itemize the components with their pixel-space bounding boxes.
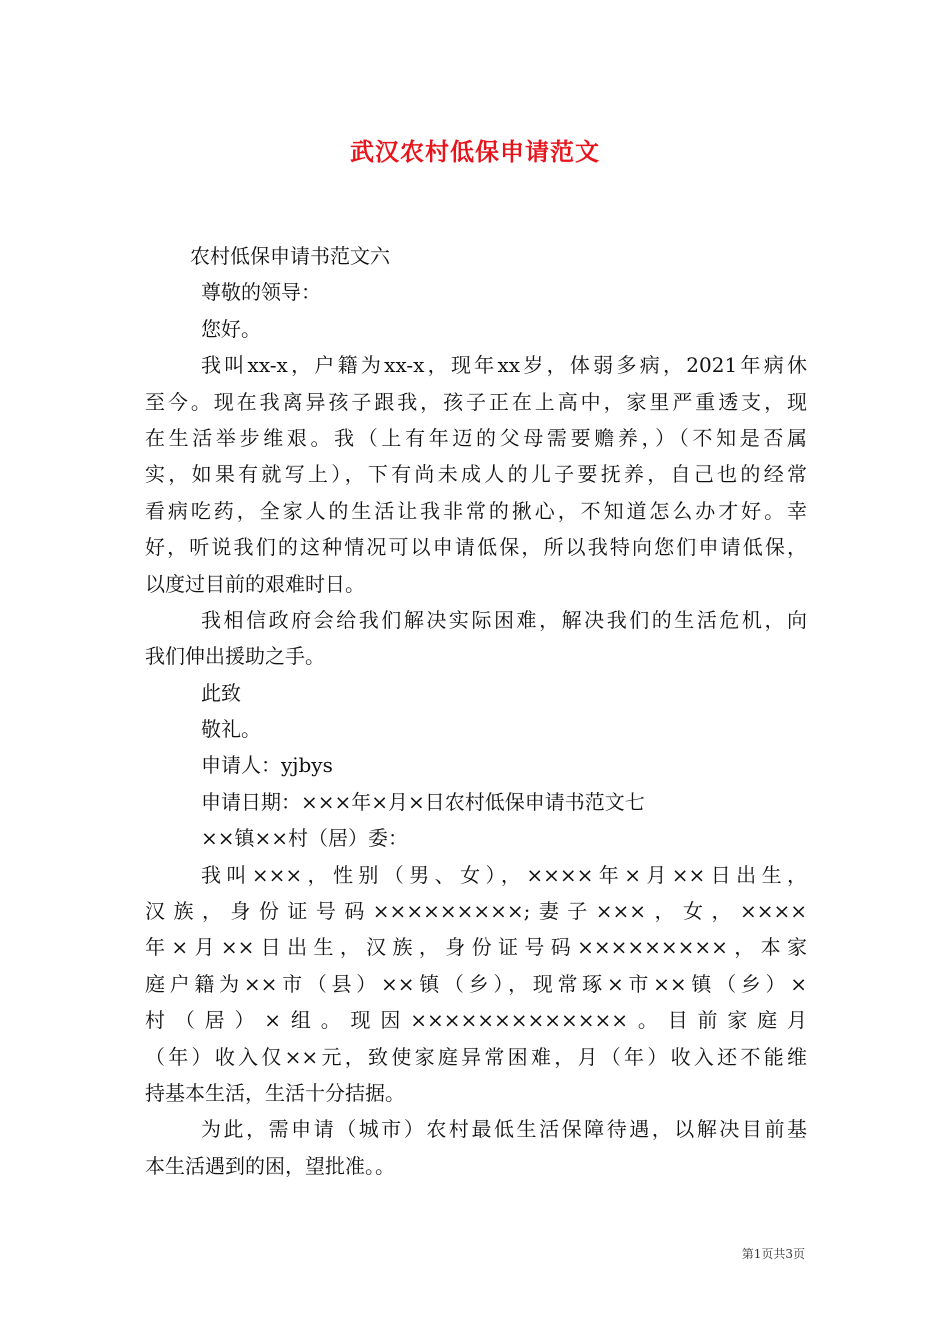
body-line: 实，如果有就写上），下有尚未成人的儿子要抚养，自己也的经常 bbox=[145, 462, 807, 487]
body-line: 申请日期：×××年×月×日农村低保申请书范文七 bbox=[201, 789, 645, 814]
body-line: ××镇××村（居）委： bbox=[201, 826, 409, 851]
body-line: （年）收入仅××元，致使家庭异常困难，月（年）收入还不能维 bbox=[145, 1044, 807, 1069]
document-title: 武汉农村低保申请范文 bbox=[350, 137, 600, 166]
page-number: 第1页共3页 bbox=[741, 1247, 805, 1261]
body-line: 年×月××日出生，汉族，身份证号码×××××××××，本家 bbox=[145, 935, 807, 960]
body-line: 至今。现在我离异孩子跟我，孩子正在上高中，家里严重透支，现 bbox=[145, 389, 807, 414]
body-line: 在生活举步维艰。我（上有年迈的父母需要赡养，）（不知是否属 bbox=[145, 425, 807, 450]
body-line: 申请人：yjbys bbox=[201, 753, 333, 778]
body-line: 村（居）×组。现因×××××××××××××。目前家庭月 bbox=[145, 1008, 807, 1033]
body-line: 好，听说我们的这种情况可以申请低保，所以我特向您们申请低保， bbox=[145, 535, 807, 560]
body-line: 本生活遇到的困，望批准。。 bbox=[145, 1153, 395, 1178]
body-line: 我叫×××，性别（男、女），××××年×月××日出生， bbox=[201, 862, 807, 887]
body-line: 以度过目前的艰难时日。 bbox=[145, 571, 365, 596]
body-line: 我叫xx-x，户籍为xx-x，现年xx岁，体弱多病，2021年病休 bbox=[201, 353, 807, 378]
body-line: 您好。 bbox=[201, 316, 261, 341]
body-line: 敬礼。 bbox=[201, 717, 261, 742]
body-line: 尊敬的领导： bbox=[201, 280, 321, 305]
body-line: 此致 bbox=[201, 680, 241, 705]
body-line: 看病吃药，全家人的生活让我非常的揪心，不知道怎么办才好。幸 bbox=[145, 498, 807, 523]
document-body bbox=[145, 238, 807, 1184]
body-line: 汉族，身份证号码×××××××××;妻子×××，女，×××× bbox=[145, 899, 807, 924]
body-line: 庭户籍为××市（县）××镇（乡），现常琢×市××镇（乡）× bbox=[145, 971, 807, 996]
body-line: 农村低保申请书范文六 bbox=[190, 244, 390, 268]
body-line: 我们伸出援助之手。 bbox=[145, 644, 325, 669]
body-line: 为此，需申请（城市）农村最低生活保障待遇，以解决目前基 bbox=[201, 1117, 807, 1142]
body-line: 持基本生活，生活十分拮据。 bbox=[145, 1080, 405, 1105]
body-line: 我相信政府会给我们解决实际困难，解决我们的生活危机，向 bbox=[201, 607, 807, 632]
